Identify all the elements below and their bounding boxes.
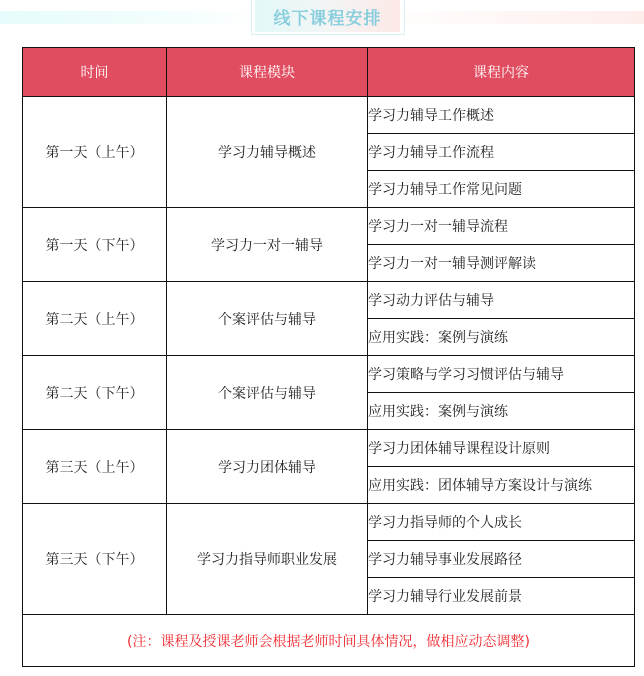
content-cell: 学习力团体辅导课程设计原则	[368, 430, 635, 467]
table-header-row	[23, 48, 635, 97]
time-cell: 第二天（上午）	[23, 282, 167, 356]
content-cell: 学习力指导师的个人成长	[368, 504, 635, 541]
content-cell: 学习力辅导事业发展路径	[368, 541, 635, 578]
content-cell: 学习力辅导行业发展前景	[368, 578, 635, 615]
title-box	[251, 0, 405, 35]
table-row	[23, 97, 635, 134]
module-cell: 个案评估与辅导	[167, 356, 368, 430]
module-cell: 学习力一对一辅导	[167, 208, 368, 282]
table-row	[23, 282, 635, 319]
content-cell: 学习力辅导工作流程	[368, 134, 635, 171]
time-cell: 第三天（下午）	[23, 504, 167, 615]
content-cell: 学习力一对一辅导测评解读	[368, 245, 635, 282]
header-content: 课程内容	[368, 48, 635, 97]
table-row	[23, 504, 635, 541]
module-cell: 学习力团体辅导	[167, 430, 368, 504]
content-cell: 学习力辅导工作概述	[368, 97, 635, 134]
time-cell: 第二天（下午）	[23, 356, 167, 430]
content-cell: 应用实践：案例与演练	[368, 319, 635, 356]
title-decoration-left	[0, 11, 252, 24]
time-cell: 第一天（上午）	[23, 97, 167, 208]
content-cell: 应用实践：团体辅导方案设计与演练	[368, 467, 635, 504]
time-cell: 第一天（下午）	[23, 208, 167, 282]
module-cell: 个案评估与辅导	[167, 282, 368, 356]
adjustment-note: (注：课程及授课老师会根据老师时间具体情况，做相应动态调整)	[23, 615, 635, 667]
module-cell: 学习力辅导概述	[167, 97, 368, 208]
table-row	[23, 208, 635, 245]
note-row	[23, 615, 635, 667]
title-box-inner	[255, 0, 400, 32]
content-cell: 应用实践：案例与演练	[368, 393, 635, 430]
content-cell: 学习力辅导工作常见问题	[368, 171, 635, 208]
table-row	[23, 430, 635, 467]
content-cell: 学习动力评估与辅导	[368, 282, 635, 319]
table-row	[23, 356, 635, 393]
module-cell: 学习力指导师职业发展	[167, 504, 368, 615]
time-cell: 第三天（上午）	[23, 430, 167, 504]
title-decoration-right	[405, 11, 644, 24]
content-cell: 学习策略与学习习惯评估与辅导	[368, 356, 635, 393]
page-title: 线下课程安排	[273, 8, 382, 29]
course-schedule-table	[22, 47, 635, 667]
header-time: 时间	[23, 48, 167, 97]
header-module: 课程模块	[167, 48, 368, 97]
content-cell: 学习力一对一辅导流程	[368, 208, 635, 245]
